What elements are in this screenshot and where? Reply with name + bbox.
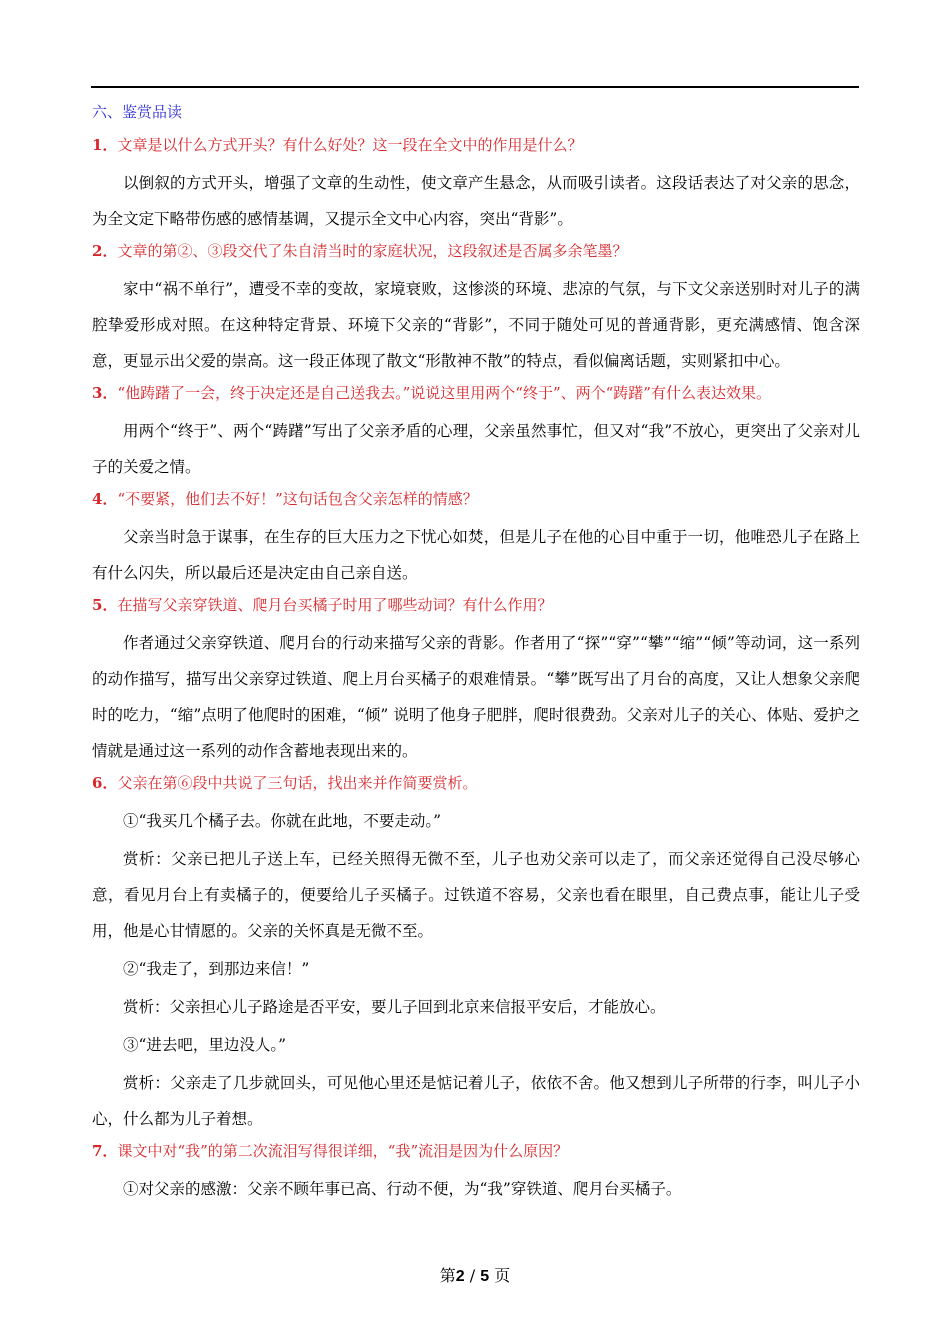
- question-2: 2．文章的第②、③段交代了朱自清当时的家庭状况，这段叙述是否属多余笔墨？: [92, 242, 628, 260]
- question-6: 6．父亲在第⑥段中共说了三句话，找出来并作简要赏析。: [92, 774, 478, 792]
- answer-6-quote-2: ②“我走了，到那边来信！”: [123, 960, 310, 978]
- answer-6-comment-1: 赏析：父亲已把儿子送上车，已经关照得无微不至，儿子也劝父亲可以走了，而父亲还觉得自己没尽够心意，看见月台上有卖橘子的，便要给儿子买橘子。过铁道不容易，父亲也看在眼里，自己费点事，能让儿子受用，他是心甘情愿的。父亲的关怀真是无微不至。: [92, 850, 860, 940]
- answer-1: 以倒叙的方式开头，增强了文章的生动性，使文章产生悬念，从而吸引读者。这段话表达了对父亲的思念，为全文定下略带伤感的感情基调，又提示全文中心内容，突出“背影”。: [92, 174, 860, 228]
- question-1: 1．文章是以什么方式开头？有什么好处？这一段在全文中的作用是什么？: [92, 136, 583, 154]
- answer-6-quote-3: ③“进去吧，里边没人。”: [123, 1036, 287, 1054]
- page-number: 2: [455, 1268, 465, 1285]
- question-7: 7．课文中对“我”的第二次流泪写得很详细，“我”流泪是因为什么原因？: [92, 1142, 569, 1160]
- page-footer: 第2 / 5 页: [439, 1266, 511, 1285]
- answer-6-quote-1: ①“我买几个橘子去。你就在此地，不要走动。”: [123, 812, 442, 830]
- section-title: 六、鉴赏品读: [92, 103, 183, 121]
- answer-7-point-1: ①对父亲的感激：父亲不顾年事已高、行动不便，为“我”穿铁道、爬月台买橘子。: [123, 1180, 682, 1198]
- header-rule: [91, 86, 859, 88]
- answer-2: 家中“祸不单行”，遭受不幸的变故，家境衰败，这惨淡的环境、悲凉的气氛，与下文父亲送别时对儿子的满腔挚爱形成对照。在这种特定背景、环境下父亲的“背影”，不同于随处可见的普通背影，更充满感情、饱含深意，更显示出父爱的崇高。这一段正体现了散文“形散神不散”的特点，看似偏离话题，实则紧扣中心。: [92, 280, 860, 370]
- answer-5: 作者通过父亲穿铁道、爬月台的行动来描写父亲的背影。作者用了“探”“穿”“攀”“缩”“倾”等动词，这一系列的动作描写，描写出父亲穿过铁道、爬上月台买橘子的艰难情景。“攀”既写出了月台的高度，又让人想象父亲爬时的吃力，“缩”点明了他爬时的困难，“倾” 说明了他身子肥胖，爬时很费劲。父亲对儿子的关心、体贴、爱护之情就是通过这一系列的动作含蓄地表现出来的。: [92, 634, 860, 760]
- answer-4: 父亲当时急于谋事，在生存的巨大压力之下忧心如焚，但是儿子在他的心目中重于一切，他唯恐儿子在路上有什么闪失，所以最后还是决定由自己亲自送。: [92, 528, 860, 582]
- answer-6-comment-3: 赏析：父亲走了几步就回头，可见他心里还是惦记着儿子，依依不舍。他又想到儿子所带的行李，叫儿子小心，什么都为儿子着想。: [92, 1074, 860, 1128]
- document-body: [92, 100, 860, 1209]
- answer-6-comment-2: 赏析：父亲担心儿子路途是否平安，要儿子回到北京来信报平安后，才能放心。: [123, 998, 666, 1016]
- answer-3: 用两个“终于”、两个“踌躇”写出了父亲矛盾的心理，父亲虽然事忙，但又对“我”不放心，更突出了父亲对儿子的关爱之情。: [92, 422, 860, 476]
- question-3: 3．“他踌躇了一会，终于决定还是自己送我去。”说说这里用两个“终于”、两个“踌躇”有什么表达效果。: [92, 384, 771, 402]
- question-4: 4．“不要紧，他们去不好！”这句话包含父亲怎样的情感？: [92, 490, 478, 508]
- page-total: 5: [480, 1268, 490, 1285]
- question-5: 5．在描写父亲穿铁道、爬月台买橘子时用了哪些动词？有什么作用？: [92, 596, 553, 614]
